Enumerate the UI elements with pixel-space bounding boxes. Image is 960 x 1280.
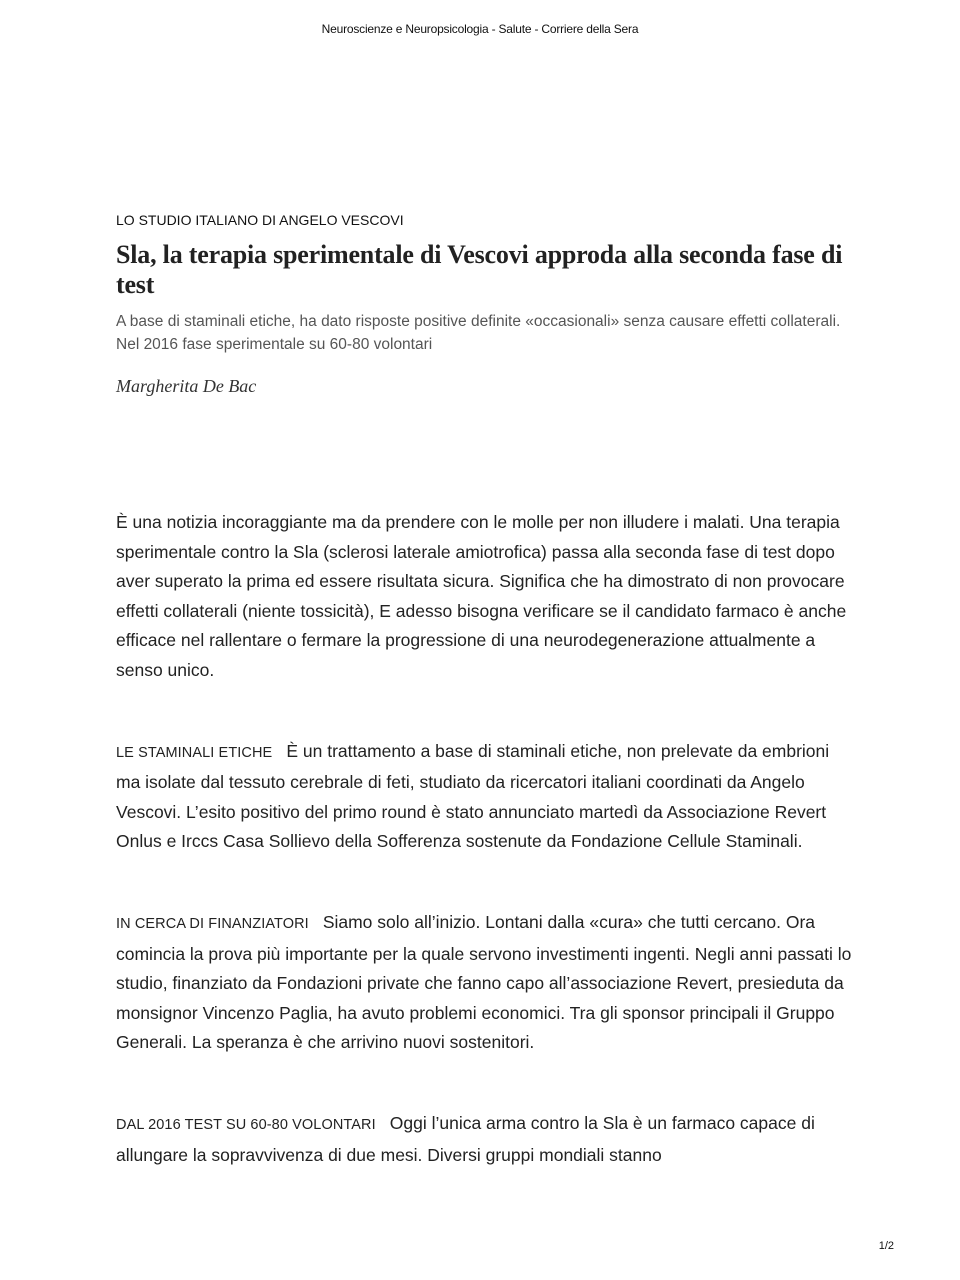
article-subtitle: A base di staminali etiche, ha dato risposte positive definite «occasionali» senza causare effetti collaterali. Nel 2016 fase sperimentale su 60-80 volontari	[116, 313, 841, 353]
section-text: È un trattamento a base di staminali etiche, non prelevate da embrioni ma isolate dal tessuto cerebrale di feti, studiato da ricercatori italiani coordinati da Angelo Vescovi. L’esito positivo del primo round è stato annunciato martedì da Associazione Revert Onlus e Irccs Casa Sollievo della Sofferenza sostenute da Fondazione Cellule Staminali.	[116, 740, 830, 852]
section-label: DAL 2016 TEST SU 60-80 VOLONTARI	[116, 1116, 376, 1133]
article-body	[116, 508, 856, 1170]
page-number: 1/2	[878, 1240, 894, 1252]
section-staminali-etiche	[116, 737, 856, 857]
section-finanziatori	[116, 908, 856, 1058]
section-label: IN CERCA DI FINANZIATORI	[116, 915, 309, 932]
intro-paragraph: È una notizia incoraggiante ma da prendere con le molle per non illudere i malati. Una terapia sperimentale contro la Sla (sclerosi laterale amiotrofica) passa alla seconda fase di test dopo aver superato la prima ed essere risultata sicura. Significa che ha dimostrato di non provocare effetti collaterali (niente tossicità), E adesso bisogna verificare se il candidato farmaco è anche efficace nel rallentare o fermare la progressione di una neurodegenerazione attualmente a senso unico.	[116, 512, 847, 680]
article-author: Margherita De Bac	[116, 376, 257, 396]
section-label: LE STAMINALI ETICHE	[116, 744, 273, 761]
section-text: Oggi l’unica arma contro la Sla è un farmaco capace di allungare la sopravvivenza di due mesi. Diversi gruppi mondiali stanno	[116, 1112, 815, 1165]
article-title: Sla, la terapia sperimentale di Vescovi approda alla seconda fase di test	[116, 240, 843, 299]
section-text: Siamo solo all’inizio. Lontani dalla «cura» che tutti cercano. Ora comincia la prova più importante per la quale servono investimenti ingenti. Negli anni passati lo studio, finanziato da Fondazioni private che fanno capo all’associazione Revert, presieduta da monsignor Vincenzo Paglia, ha avuto problemi economici. Tra gli sponsor principali il Gruppo Generali. La speranza è che arrivino nuovi sostenitori.	[116, 911, 852, 1053]
article-kicker: LO STUDIO ITALIANO DI ANGELO VESCOVI	[116, 212, 404, 228]
article-header	[116, 212, 856, 397]
section-test-volontari	[116, 1109, 856, 1170]
page-header: Neuroscienze e Neuropsicologia - Salute - Corriere della Sera	[321, 22, 639, 36]
